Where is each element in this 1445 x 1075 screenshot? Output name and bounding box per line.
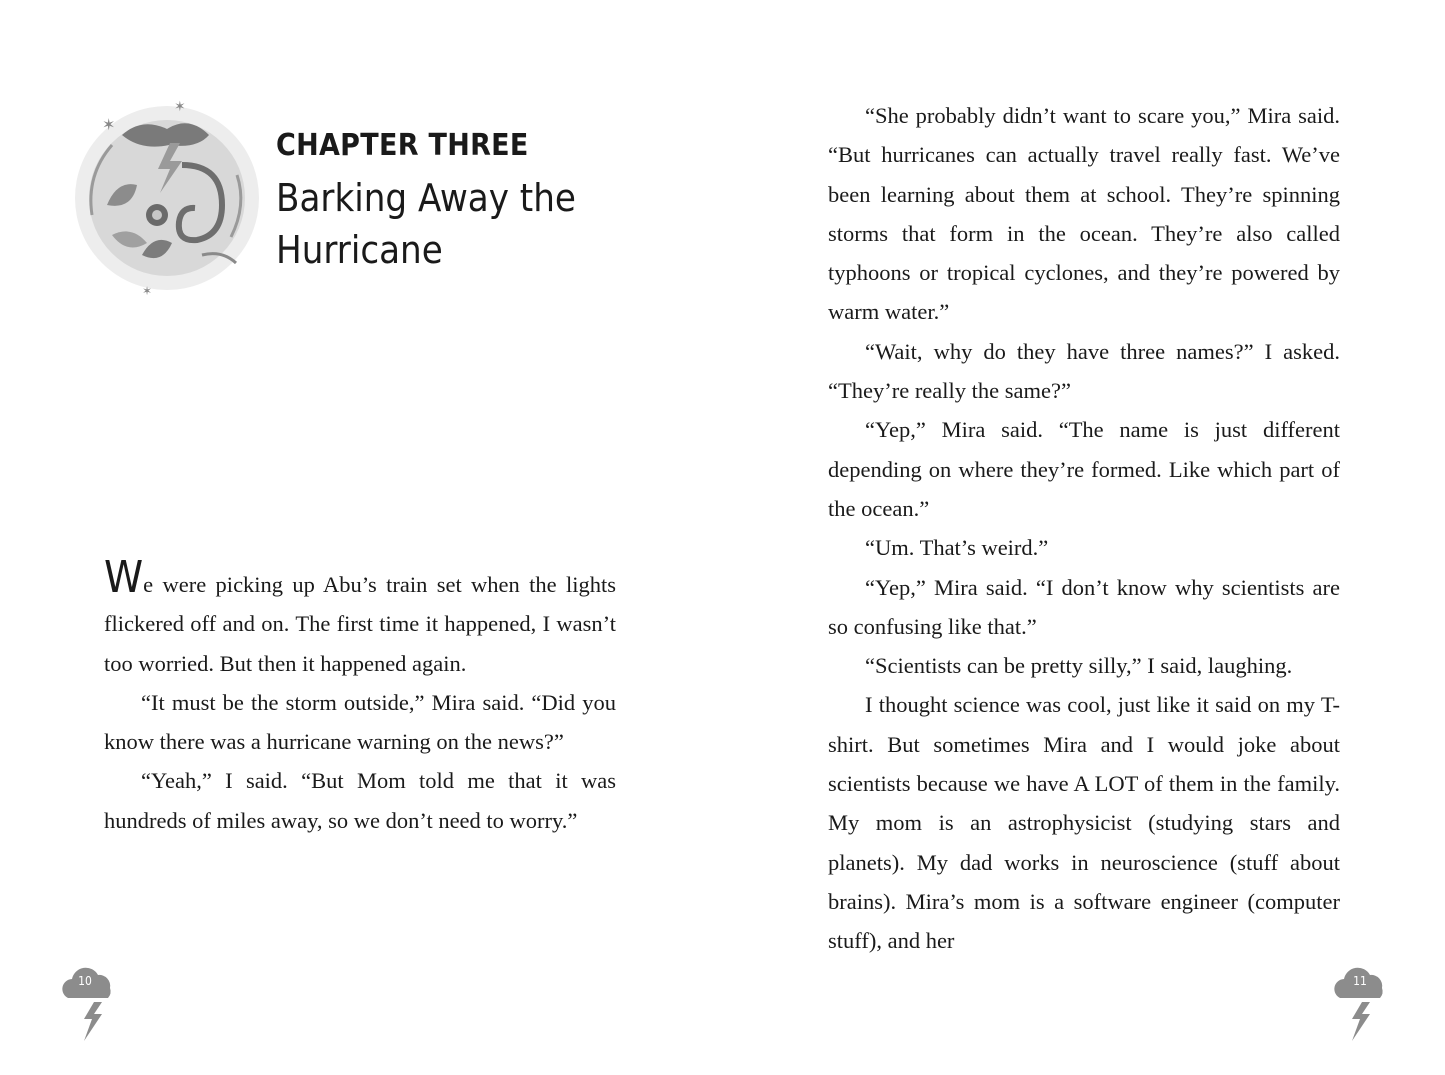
chapter-title: Barking Away the Hurricane <box>276 176 576 272</box>
page-number-badge <box>1330 962 1390 1042</box>
left-page-body <box>104 552 616 840</box>
svg-text:✶: ✶ <box>142 284 153 298</box>
right-page-body <box>828 96 1340 961</box>
paragraph: “Wait, why do they have three names?” I asked. “They’re really the same?” <box>828 338 1340 404</box>
paragraph: “Um. That’s weird.” <box>865 535 1049 561</box>
svg-text:✶: ✶ <box>102 115 116 134</box>
drop-cap: W <box>104 552 144 603</box>
chapter-label: CHAPTER THREE <box>276 128 529 163</box>
paragraph: “Yep,” Mira said. “The name is just different depending on where they’re formed. Like which part of the ocean.” <box>828 417 1340 521</box>
storm-floral-ornament-icon <box>62 95 272 300</box>
left-page <box>0 0 722 1075</box>
page-number: 11 <box>1353 974 1367 988</box>
paragraph: “Yeah,” I said. “But Mom told me that it was hundreds of miles away, so we don’t need to worry.” <box>104 768 616 833</box>
page-number-badge <box>58 962 118 1042</box>
paragraph: “She probably didn’t want to scare you,” Mira said. “But hurricanes can actually travel really fast. We’ve been learning about them at school. They’re spinning storms that form in the ocean. They’re also called typhoons or tropical cyclones, and they’re powered by warm water.” <box>828 103 1340 325</box>
opening-paragraph <box>104 552 616 683</box>
opening-paragraph-text: e were picking up Abu’s train set when the lights flickered off and on. The first time it happened, I wasn’t too worried. But then it happened again. <box>104 572 616 676</box>
paragraph: I thought science was cool, just like it said on my T-shirt. But sometimes Mira and I would joke about scientists because we have A LOT of them in the family. My mom is an astrophysicist (studying stars and planets). My dad works in neuroscience (stuff about brains). Mira’s mom is a software engineer (computer stuff), and her <box>828 692 1340 954</box>
svg-text:✶: ✶ <box>174 99 186 115</box>
paragraph: “Scientists can be pretty silly,” I said, laughing. <box>865 653 1293 679</box>
paragraph: “It must be the storm outside,” Mira said. “Did you know there was a hurricane warning on the news?” <box>104 689 616 755</box>
page-number: 10 <box>78 974 92 988</box>
right-page <box>722 0 1445 1075</box>
paragraph: “Yep,” Mira said. “I don’t know why scientists are so confusing like that.” <box>828 574 1340 639</box>
